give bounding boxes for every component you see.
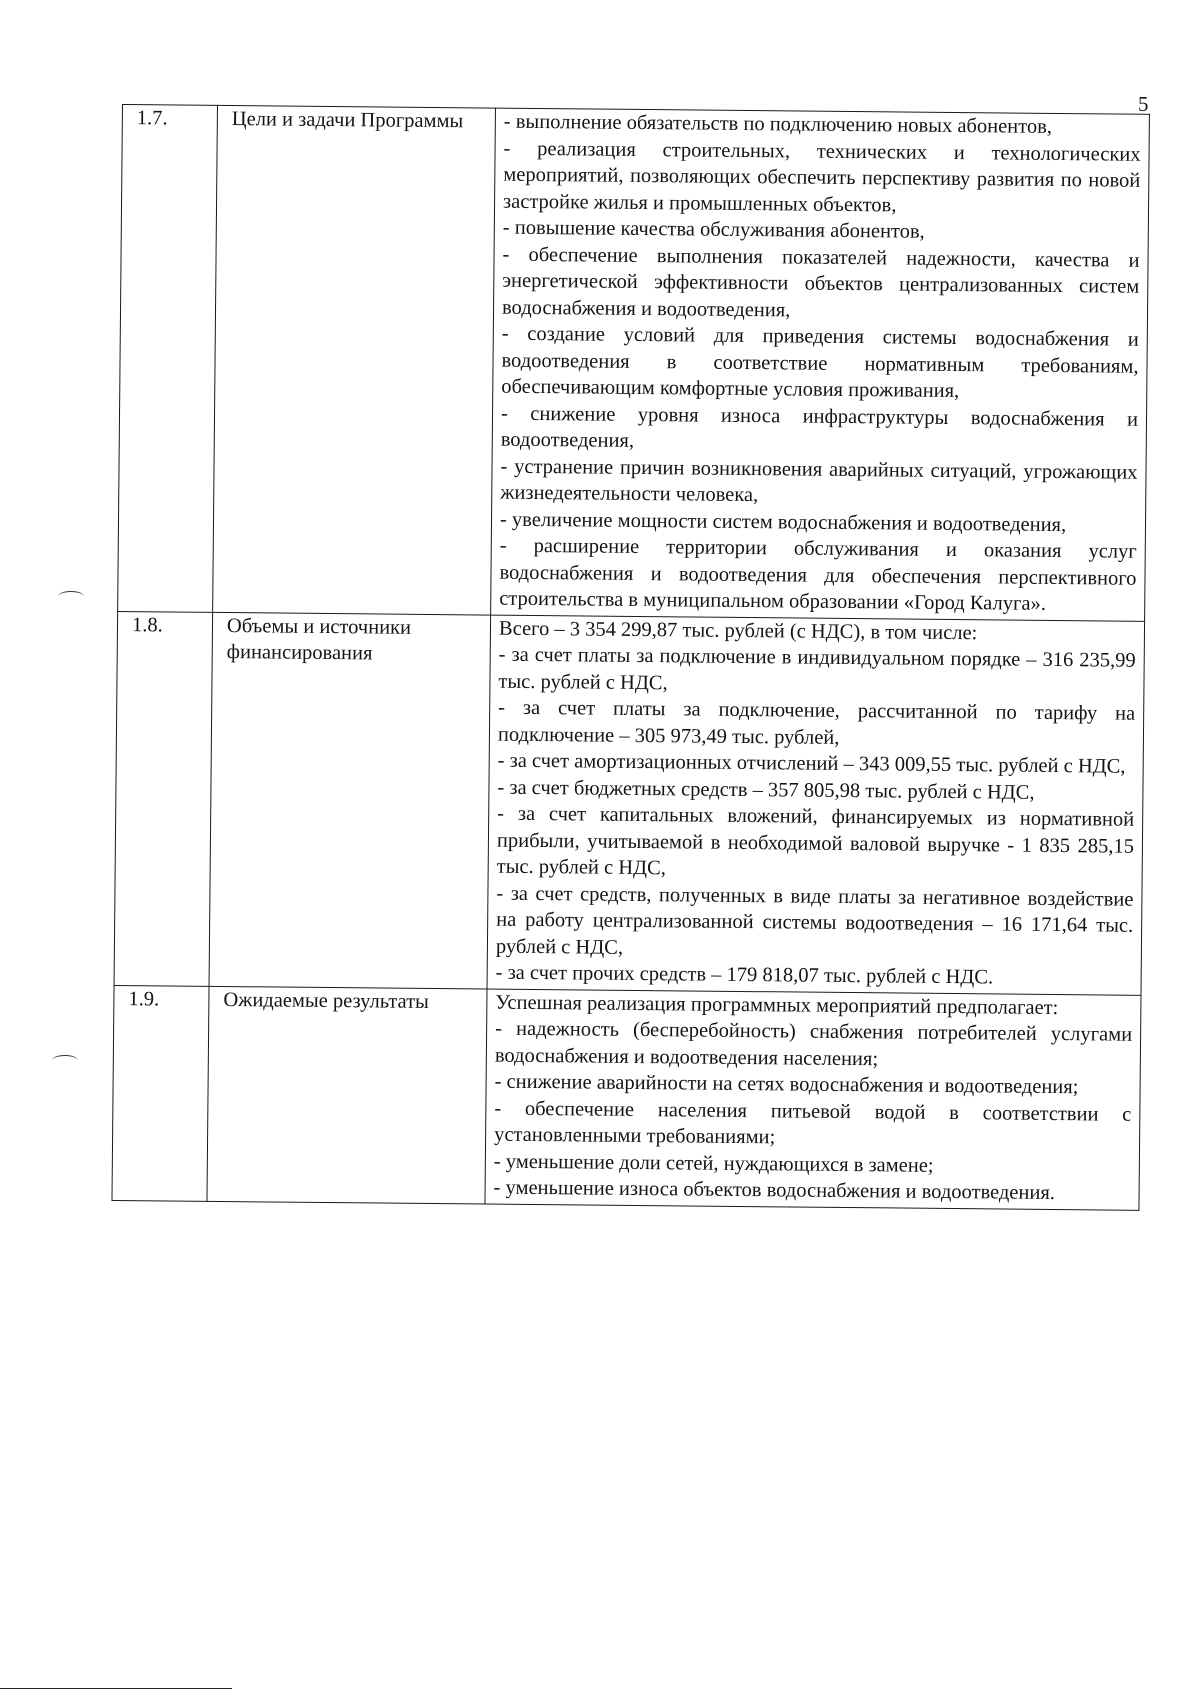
footer-rule: [0, 1688, 232, 1689]
list-item: - за счет бюджетных средств – 357 805,98 тыс. рублей с НДС,: [497, 776, 1035, 804]
list-item: - снижение уровня износа инфраструктуры водоснабжения и водоотведения,: [500, 402, 1139, 452]
row-description: [487, 615, 1145, 995]
row-number: 1.9.: [112, 985, 209, 1201]
page-number: 5: [1138, 92, 1149, 116]
table-row-results: [112, 985, 1141, 1210]
list-item: Всего – 3 354 299,87 тыс. рублей (с НДС), в том числе:: [498, 617, 978, 644]
row-title: Объемы и источники финансирования: [209, 612, 491, 989]
list-item: - расширение территории обслуживания и оказания услуг водоснабжения и водоотведения для обеспечения перспективного строительства в муниципальном образовании «Город Калуга».: [499, 534, 1137, 615]
table-row-goals: [118, 105, 1150, 621]
list-item: - выполнение обязательств по подключению новых абонентов,: [503, 110, 1053, 138]
list-item: - обеспечение выполнения показателей надежности, качества и энергетической эффективности объектов централизованных систем водоснабжения и водоотведения,: [501, 243, 1140, 321]
margin-mark: [52, 1055, 78, 1066]
list-item: - создание условий для приведения системы водоснабжения и водоотведения в соответствие нормативным требованиям, обеспечивающим комфортные условия проживания,: [501, 322, 1139, 403]
list-item: Успешная реализация программных мероприятий предполагает:: [495, 991, 1059, 1019]
table-row-funding: [114, 611, 1145, 995]
row-title: Цели и задачи Программы: [213, 105, 496, 614]
list-item: - за счет платы за подключение в индивидуальном порядке – 316 235,99 тыс. рублей с НДС,: [498, 643, 1136, 694]
list-item: - за счет капитальных вложений, финансируемых из нормативной прибыли, учитываемой в необходимой валовой выручке - 1 835 285,15 тыс. рублей с НДС,: [496, 802, 1135, 880]
row-number: 1.8.: [114, 611, 213, 986]
list-item: - за счет платы за подключение, рассчитанной по тарифу на подключение – 305 973,49 тыс. рублей,: [497, 696, 1136, 749]
list-item: - увеличение мощности систем водоснабжения и водоотведения,: [499, 508, 1067, 536]
list-item: - уменьшение износа объектов водоснабжения и водоотведения.: [493, 1176, 1056, 1205]
row-description: [491, 108, 1150, 621]
row-number: 1.7.: [118, 105, 218, 612]
list-item: - обеспечение населения питьевой водой в соответствии с установленными требованиями;: [494, 1097, 1132, 1149]
list-item: - повышение качества обслуживания абонентов,: [502, 216, 925, 243]
list-item: - за счет амортизационных отчислений – 343 009,55 тыс. рублей с НДС,: [497, 749, 1126, 778]
list-item: - надежность (бесперебойность) снабжения потребителей услугами водоснабжения и водоотведения населения;: [494, 1017, 1133, 1070]
row-description: [485, 989, 1141, 1210]
list-item: - уменьшение доли сетей, нуждающихся в замене;: [493, 1150, 934, 1177]
list-item: - реализация строительных, технических и технологических мероприятий, позволяющих обеспечить перспективу развития по новой застройке жилья и промышленных объектов,: [502, 137, 1141, 216]
list-item: - за счет прочих средств – 179 818,07 тыс. рублей с НДС.: [495, 961, 994, 989]
list-item: - за счет средств, полученных в виде платы за негативное воздействие на работу централизованной системы водоотведения – 16 171,64 тыс. рублей с НДС,: [495, 882, 1134, 959]
program-passport-table: [111, 104, 1149, 1210]
list-item: - снижение аварийности на сетях водоснабжения и водоотведения;: [494, 1070, 1079, 1099]
row-title: Ожидаемые результаты: [207, 986, 487, 1204]
list-item: - устранение причин возникновения аварийных ситуаций, угрожающих жизнедеятельности человека,: [500, 455, 1138, 507]
margin-mark: [58, 591, 84, 602]
